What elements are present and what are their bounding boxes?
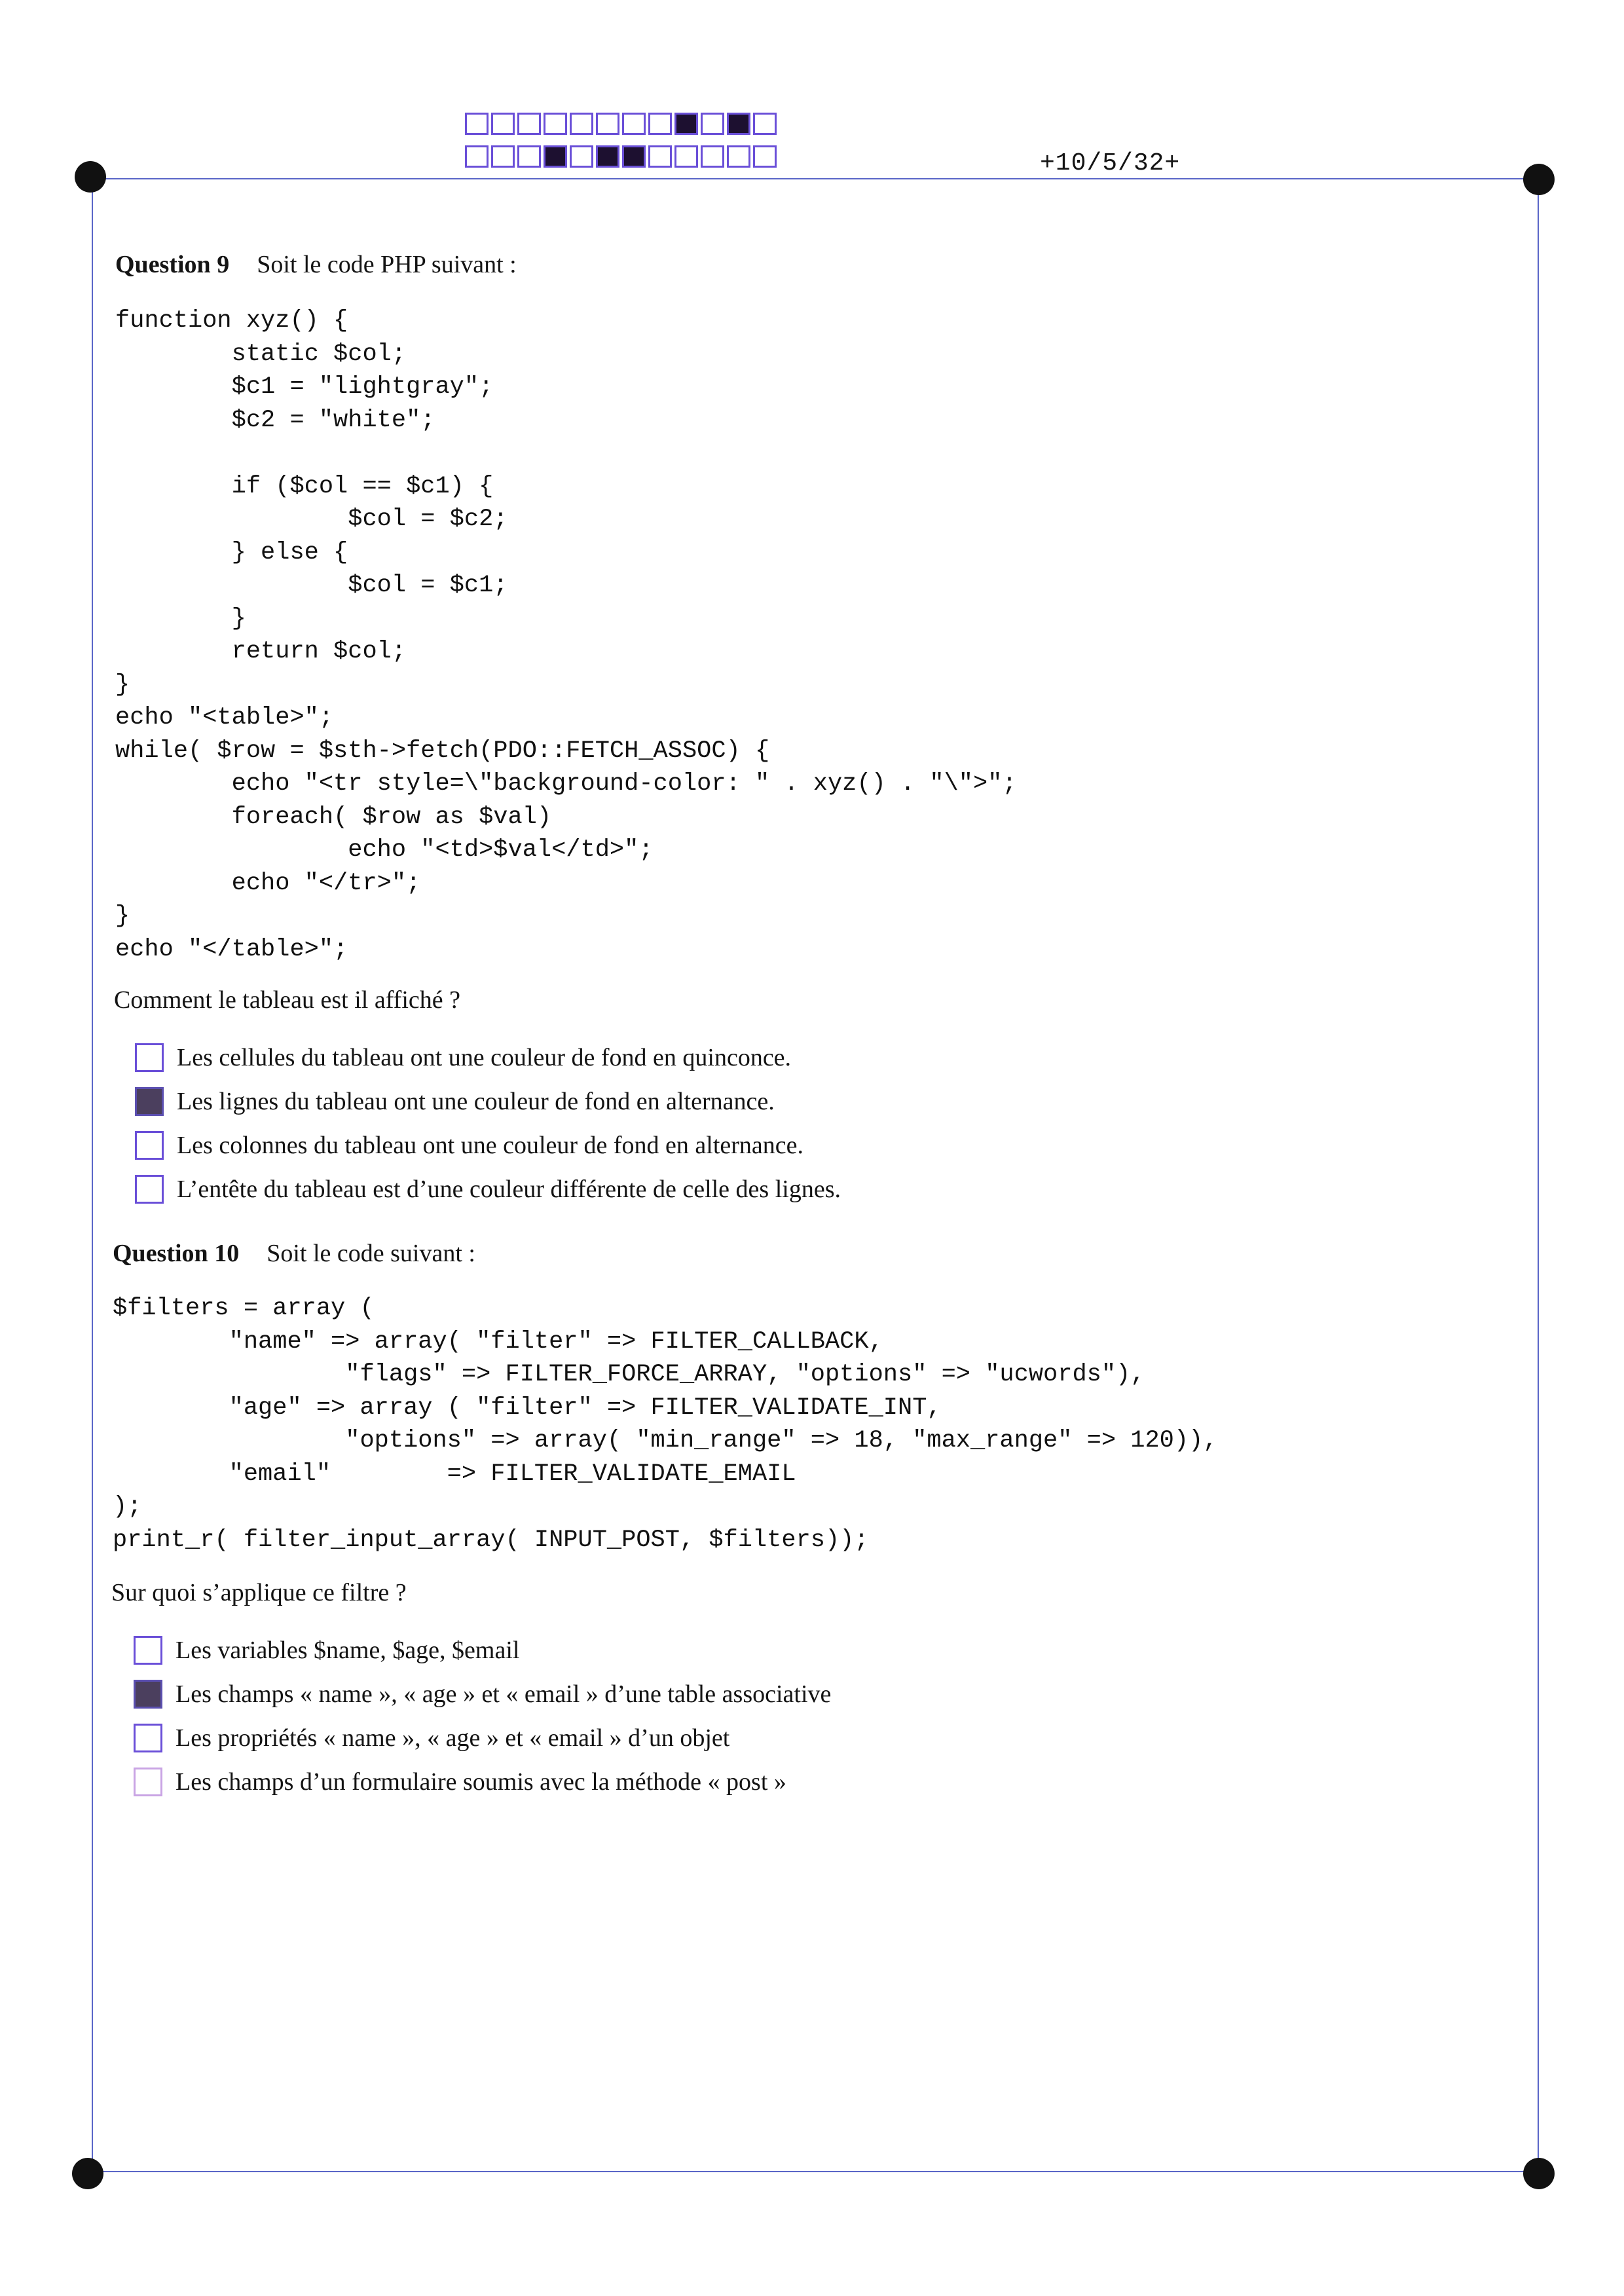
question-number: Question 10	[113, 1240, 240, 1267]
question-9-prompt: Comment le tableau est il affiché ?	[114, 986, 460, 1014]
q10-answer-4-checkbox[interactable]	[134, 1768, 162, 1796]
barcode-cell	[465, 113, 489, 135]
barcode-cell	[701, 113, 724, 135]
q9-answer-2-checkbox[interactable]	[135, 1087, 164, 1116]
q9-answer-1-checkbox[interactable]	[135, 1043, 164, 1072]
barcode-cell	[491, 145, 515, 168]
barcode-cell	[596, 113, 619, 135]
barcode-cell	[727, 145, 750, 168]
barcode-cell	[727, 113, 750, 135]
corner-marker-bottom-right	[1523, 2158, 1555, 2189]
barcode-cell	[465, 145, 489, 168]
barcode-cell	[648, 145, 672, 168]
q9-answer-1[interactable]	[135, 1038, 791, 1077]
barcode-cell	[517, 145, 541, 168]
question-9-code: function xyz() { static $col; $c1 = "lightgray"; $c2 = "white"; if ($col == $c1) { $col = $c2; } else { $col = $c1; } return $col; } echo "<table>"; while( $row = $sth->fetch(PDO::FETCH_ASSOC) { echo "<tr style=\"background-color: " . xyz() . "\">"; foreach( $row as $val) echo "<td>$val</td>"; echo "</tr>"; } echo "</table>";	[115, 307, 1017, 963]
q9-answer-3[interactable]	[135, 1126, 803, 1165]
corner-marker-top-right	[1523, 164, 1555, 195]
barcode-cell	[596, 145, 619, 168]
barcode-cell	[648, 113, 672, 135]
barcode-cell	[753, 145, 777, 168]
q9-answer-1-label: Les cellules du tableau ont une couleur de fond en quinconce.	[177, 1044, 792, 1071]
barcode-cell	[753, 113, 777, 135]
q10-answer-1-label: Les variables $name, $age, $email	[175, 1637, 520, 1664]
question-10-prompt: Sur quoi s’applique ce filtre ?	[111, 1579, 407, 1606]
barcode-cell	[491, 113, 515, 135]
q9-answer-3-checkbox[interactable]	[135, 1131, 164, 1160]
barcode-cell	[701, 145, 724, 168]
question-heading: Soit le code suivant :	[267, 1240, 475, 1267]
q10-answer-2-label: Les champs « name », « age » et « email » d’une table associative	[175, 1680, 832, 1708]
q9-answer-4-checkbox[interactable]	[135, 1175, 164, 1204]
question-10-title	[113, 1239, 475, 1268]
q10-answer-3[interactable]	[134, 1718, 729, 1758]
corner-marker-top-left	[75, 161, 106, 193]
barcode-row-bottom	[465, 145, 779, 168]
q9-answer-4[interactable]	[135, 1170, 841, 1209]
q10-answer-4-label: Les champs d’un formulaire soumis avec la méthode « post »	[175, 1768, 786, 1796]
barcode-row-top	[465, 113, 779, 135]
question-number: Question 9	[115, 251, 230, 278]
barcode-cell	[674, 113, 698, 135]
q10-answer-4[interactable]	[134, 1762, 786, 1802]
barcode-cell	[570, 113, 593, 135]
barcode-cell	[570, 145, 593, 168]
q10-answer-3-checkbox[interactable]	[134, 1724, 162, 1752]
barcode-cell	[622, 113, 646, 135]
question-9-title	[115, 250, 517, 279]
q10-answer-1-checkbox[interactable]	[134, 1636, 162, 1665]
q10-answer-1[interactable]	[134, 1631, 519, 1670]
q10-answer-2-checkbox[interactable]	[134, 1680, 162, 1709]
barcode-cell	[674, 145, 698, 168]
q10-answer-2[interactable]	[134, 1675, 831, 1714]
q9-answer-4-label: L’entête du tableau est d’une couleur différente de celle des lignes.	[177, 1176, 841, 1203]
barcode-cell	[622, 145, 646, 168]
q10-answer-3-label: Les propriétés « name », « age » et « email » d’un objet	[175, 1724, 730, 1752]
barcode-cell	[544, 113, 567, 135]
q9-answer-2[interactable]	[135, 1082, 775, 1121]
barcode-cell	[544, 145, 567, 168]
page-id: +10/5/32+	[1040, 149, 1181, 177]
q9-answer-3-label: Les colonnes du tableau ont une couleur de fond en alternance.	[177, 1132, 804, 1159]
barcode-cell	[517, 113, 541, 135]
q9-answer-2-label: Les lignes du tableau ont une couleur de fond en alternance.	[177, 1088, 775, 1115]
question-heading: Soit le code PHP suivant :	[257, 251, 517, 278]
corner-marker-bottom-left	[72, 2158, 103, 2189]
question-10-code: $filters = array ( "name" => array( "filter" => FILTER_CALLBACK, "flags" => FILTER_FORCE_ARRAY, "options" => "ucwords"), "age" => array ( "filter" => FILTER_VALIDATE_INT, "options" => array( "min_range" => 18, "max_range" => 120)), "email" => FILTER_VALIDATE_EMAIL ); print_r( filter_input_array( INPUT_POST, $filters));	[113, 1295, 1218, 1554]
